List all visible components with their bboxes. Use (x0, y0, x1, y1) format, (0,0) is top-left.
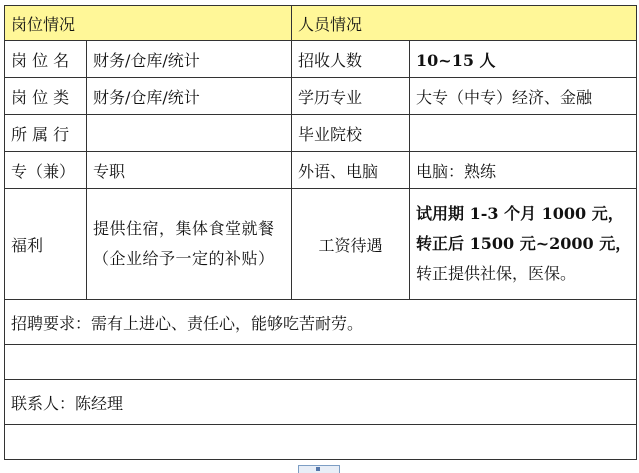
headcount-value: 10~15 人 (410, 41, 637, 78)
contact-row (5, 380, 637, 425)
job-type-label: 岗 位 类 (5, 78, 87, 115)
contact-text: 联系人：陈经理 (5, 380, 637, 425)
job-name-label: 岗 位 名 (5, 41, 87, 78)
employment-type-value: 专职 (87, 152, 292, 189)
school-value (410, 115, 637, 152)
skills-label: 外语、电脑 (292, 152, 410, 189)
table-row (5, 78, 637, 115)
industry-label: 所 属 行 (5, 115, 87, 152)
personnel-section-heading: 人员情况 (292, 6, 637, 41)
blank-row (5, 425, 637, 460)
job-name-value: 财务/仓库/统计 (87, 41, 292, 78)
industry-value (87, 115, 292, 152)
table-row (5, 152, 637, 189)
table-row (5, 115, 637, 152)
requirements-row (5, 300, 637, 345)
salary-label: 工资待遇 (292, 189, 410, 300)
salary-value (410, 189, 637, 300)
blank-row (5, 345, 637, 380)
education-value: 大专（中专）经济、金融 (410, 78, 637, 115)
employment-type-label: 专（兼） (5, 152, 87, 189)
headcount-label: 招收人数 (292, 41, 410, 78)
school-label: 毕业院校 (292, 115, 410, 152)
requirements-text: 招聘要求：需有上进心、责任心，能够吃苦耐劳。 (5, 300, 637, 345)
skills-value: 电脑：熟练 (410, 152, 637, 189)
welfare-value: 提供住宿，集体食堂就餐（企业给予一定的补贴） (87, 189, 292, 300)
education-label: 学历专业 (292, 78, 410, 115)
header-row (5, 6, 637, 41)
salary-line: 转正提供社保，医保。 (416, 264, 577, 283)
salary-line: 试用期 1-3 个月 1000 元， (416, 204, 624, 223)
table-row (5, 41, 637, 78)
table-row (5, 189, 637, 300)
salary-line: 转正后 1500 元~2000 元， (416, 234, 632, 253)
welfare-label: 福利 (5, 189, 87, 300)
recruitment-table (4, 5, 637, 460)
position-section-heading: 岗位情况 (5, 6, 292, 41)
job-type-value: 财务/仓库/统计 (87, 78, 292, 115)
